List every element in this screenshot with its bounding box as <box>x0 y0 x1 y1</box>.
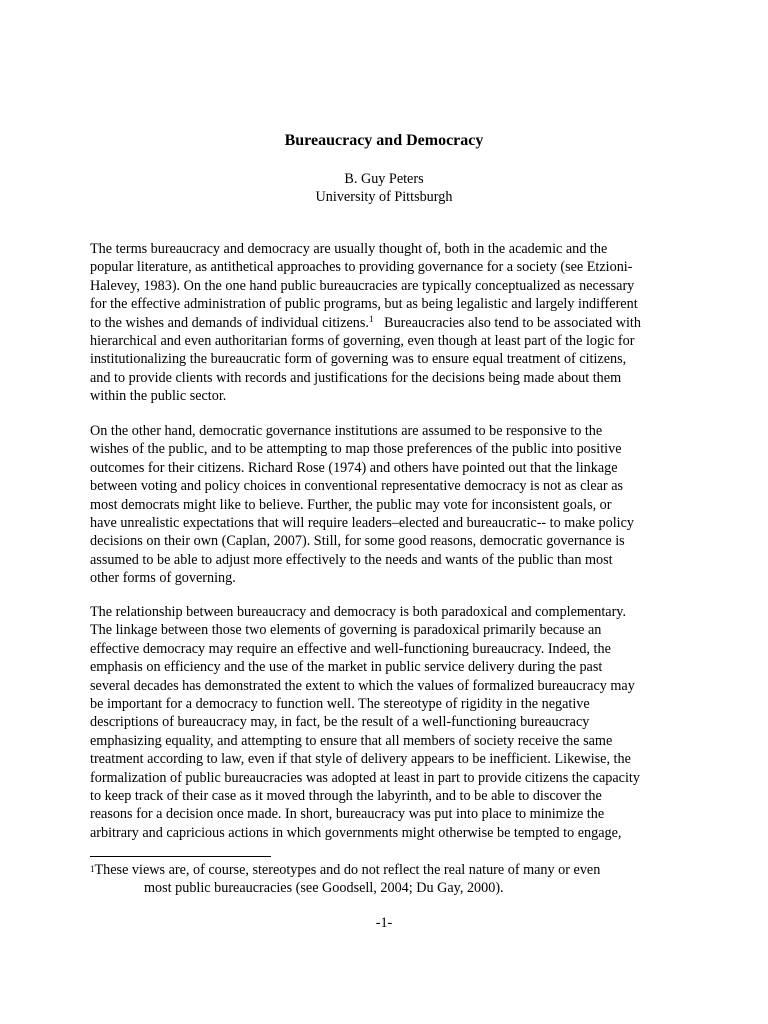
footnote <box>90 861 600 898</box>
paragraph-line: be important for a democracy to function well. The stereotype of rigidity in the negative <box>90 695 590 712</box>
paragraph-line: The linkage between those two elements of governing is paradoxical primarily because an <box>90 622 602 639</box>
page-number: -1- <box>375 915 393 931</box>
author-name: B. Guy Peters <box>344 171 424 187</box>
paragraph-1 <box>90 240 641 406</box>
paragraph-line: and to provide clients with records and justifications for the decisions being made about them <box>90 369 622 386</box>
footnote-divider <box>90 856 271 857</box>
footnote-text: These views are, of course, stereotypes and do not reflect the real nature of many or even <box>94 862 601 878</box>
paragraph-line: for the effective administration of public programs, but as being legalistic and largely indifferent <box>90 296 638 313</box>
paragraph-line: popular literature, as antithetical approaches to providing governance for a society (see Etzioni- <box>90 259 633 276</box>
paragraph-line: assumed to be able to adjust more effectively to the needs and wants of the public than most <box>90 551 613 568</box>
paragraph-line: institutionalizing the bureaucratic form of governing was to ensure equal treatment of citizens, <box>90 351 627 368</box>
paragraph-2 <box>90 422 634 588</box>
paragraph-line: most democrats might like to believe. Further, the public may vote for inconsistent goals, or <box>90 496 612 513</box>
paragraph-line: emphasizing equality, and attempting to ensure that all members of society receive the same <box>90 732 613 749</box>
paragraph-line: The terms bureaucracy and democracy are usually thought of, both in the academic and the <box>90 241 608 257</box>
paragraph-line: hierarchical and even authoritarian forms of governing, even though at least part of the logic for <box>90 332 635 349</box>
paragraph-line: treatment according to law, even if that style of delivery appears to be inefficient. Likewise, the <box>90 751 631 768</box>
paragraph-line-with-footnote <box>90 314 641 332</box>
paragraph-line: outcomes for their citizens. Richard Rose (1974) and others have pointed out that the linkage <box>90 459 618 476</box>
paragraph-line: effective democracy may require an effective and well-functioning bureaucracy. Indeed, the <box>90 640 611 657</box>
paragraph-line-text: to the wishes and demands of individual citizens. <box>90 314 369 331</box>
paragraph-line: reasons for a decision once made. In short, bureaucracy was put into place to minimize the <box>90 806 605 823</box>
paragraph-line: formalization of public bureaucracies was adopted at least in part to provide citizens the capacity <box>90 769 640 786</box>
paragraph-line: between voting and policy choices in conventional representative democracy is not as clear as <box>90 478 624 495</box>
paragraph-line: Halevey, 1983). On the one hand public bureaucracies are typically conceptualized as necessary <box>90 277 635 294</box>
paragraph-line: emphasis on efficiency and the use of the market in public service delivery during the past <box>90 659 603 676</box>
paragraph-line-text: Bureaucracies also tend to be associated with <box>373 314 641 331</box>
paragraph-line: decisions on their own (Caplan, 2007). Still, for some good reasons, democratic governance is <box>90 533 625 550</box>
author-affiliation: University of Pittsburgh <box>315 189 453 205</box>
paragraph-line: The relationship between bureaucracy and democracy is both paradoxical and complementary. <box>90 604 627 620</box>
paragraph-line: wishes of the public, and to be attempting to map those preferences of the public into positive <box>90 441 622 458</box>
paragraph-line: On the other hand, democratic governance institutions are assumed to be responsive to the <box>90 423 603 439</box>
paragraph-line: arbitrary and capricious actions in which governments might otherwise be tempted to engage, <box>90 824 622 841</box>
footnote-line: most public bureaucracies (see Goodsell, 2004; Du Gay, 2000). <box>144 880 504 897</box>
paragraph-line: within the public sector. <box>90 388 227 405</box>
paragraph-line: several decades has demonstrated the extent to which the values of formalized bureaucracy may <box>90 677 635 694</box>
footnote-reference[interactable]: 1 <box>368 313 374 324</box>
document-title: Bureaucracy and Democracy <box>284 132 484 149</box>
paragraph-line: have unrealistic expectations that will require leaders–elected and bureaucratic-- to make policy <box>90 514 635 531</box>
paragraph-line: to keep track of their case as it moved through the labyrinth, and to be able to discover the <box>90 787 602 804</box>
paragraph-line: descriptions of bureaucracy may, in fact, be the result of a well-functioning bureaucracy <box>90 714 590 731</box>
paragraph-3 <box>90 603 640 842</box>
paragraph-line: other forms of governing. <box>90 570 236 587</box>
footnote-line <box>90 861 600 879</box>
footnote-mark: 1 <box>90 864 95 874</box>
